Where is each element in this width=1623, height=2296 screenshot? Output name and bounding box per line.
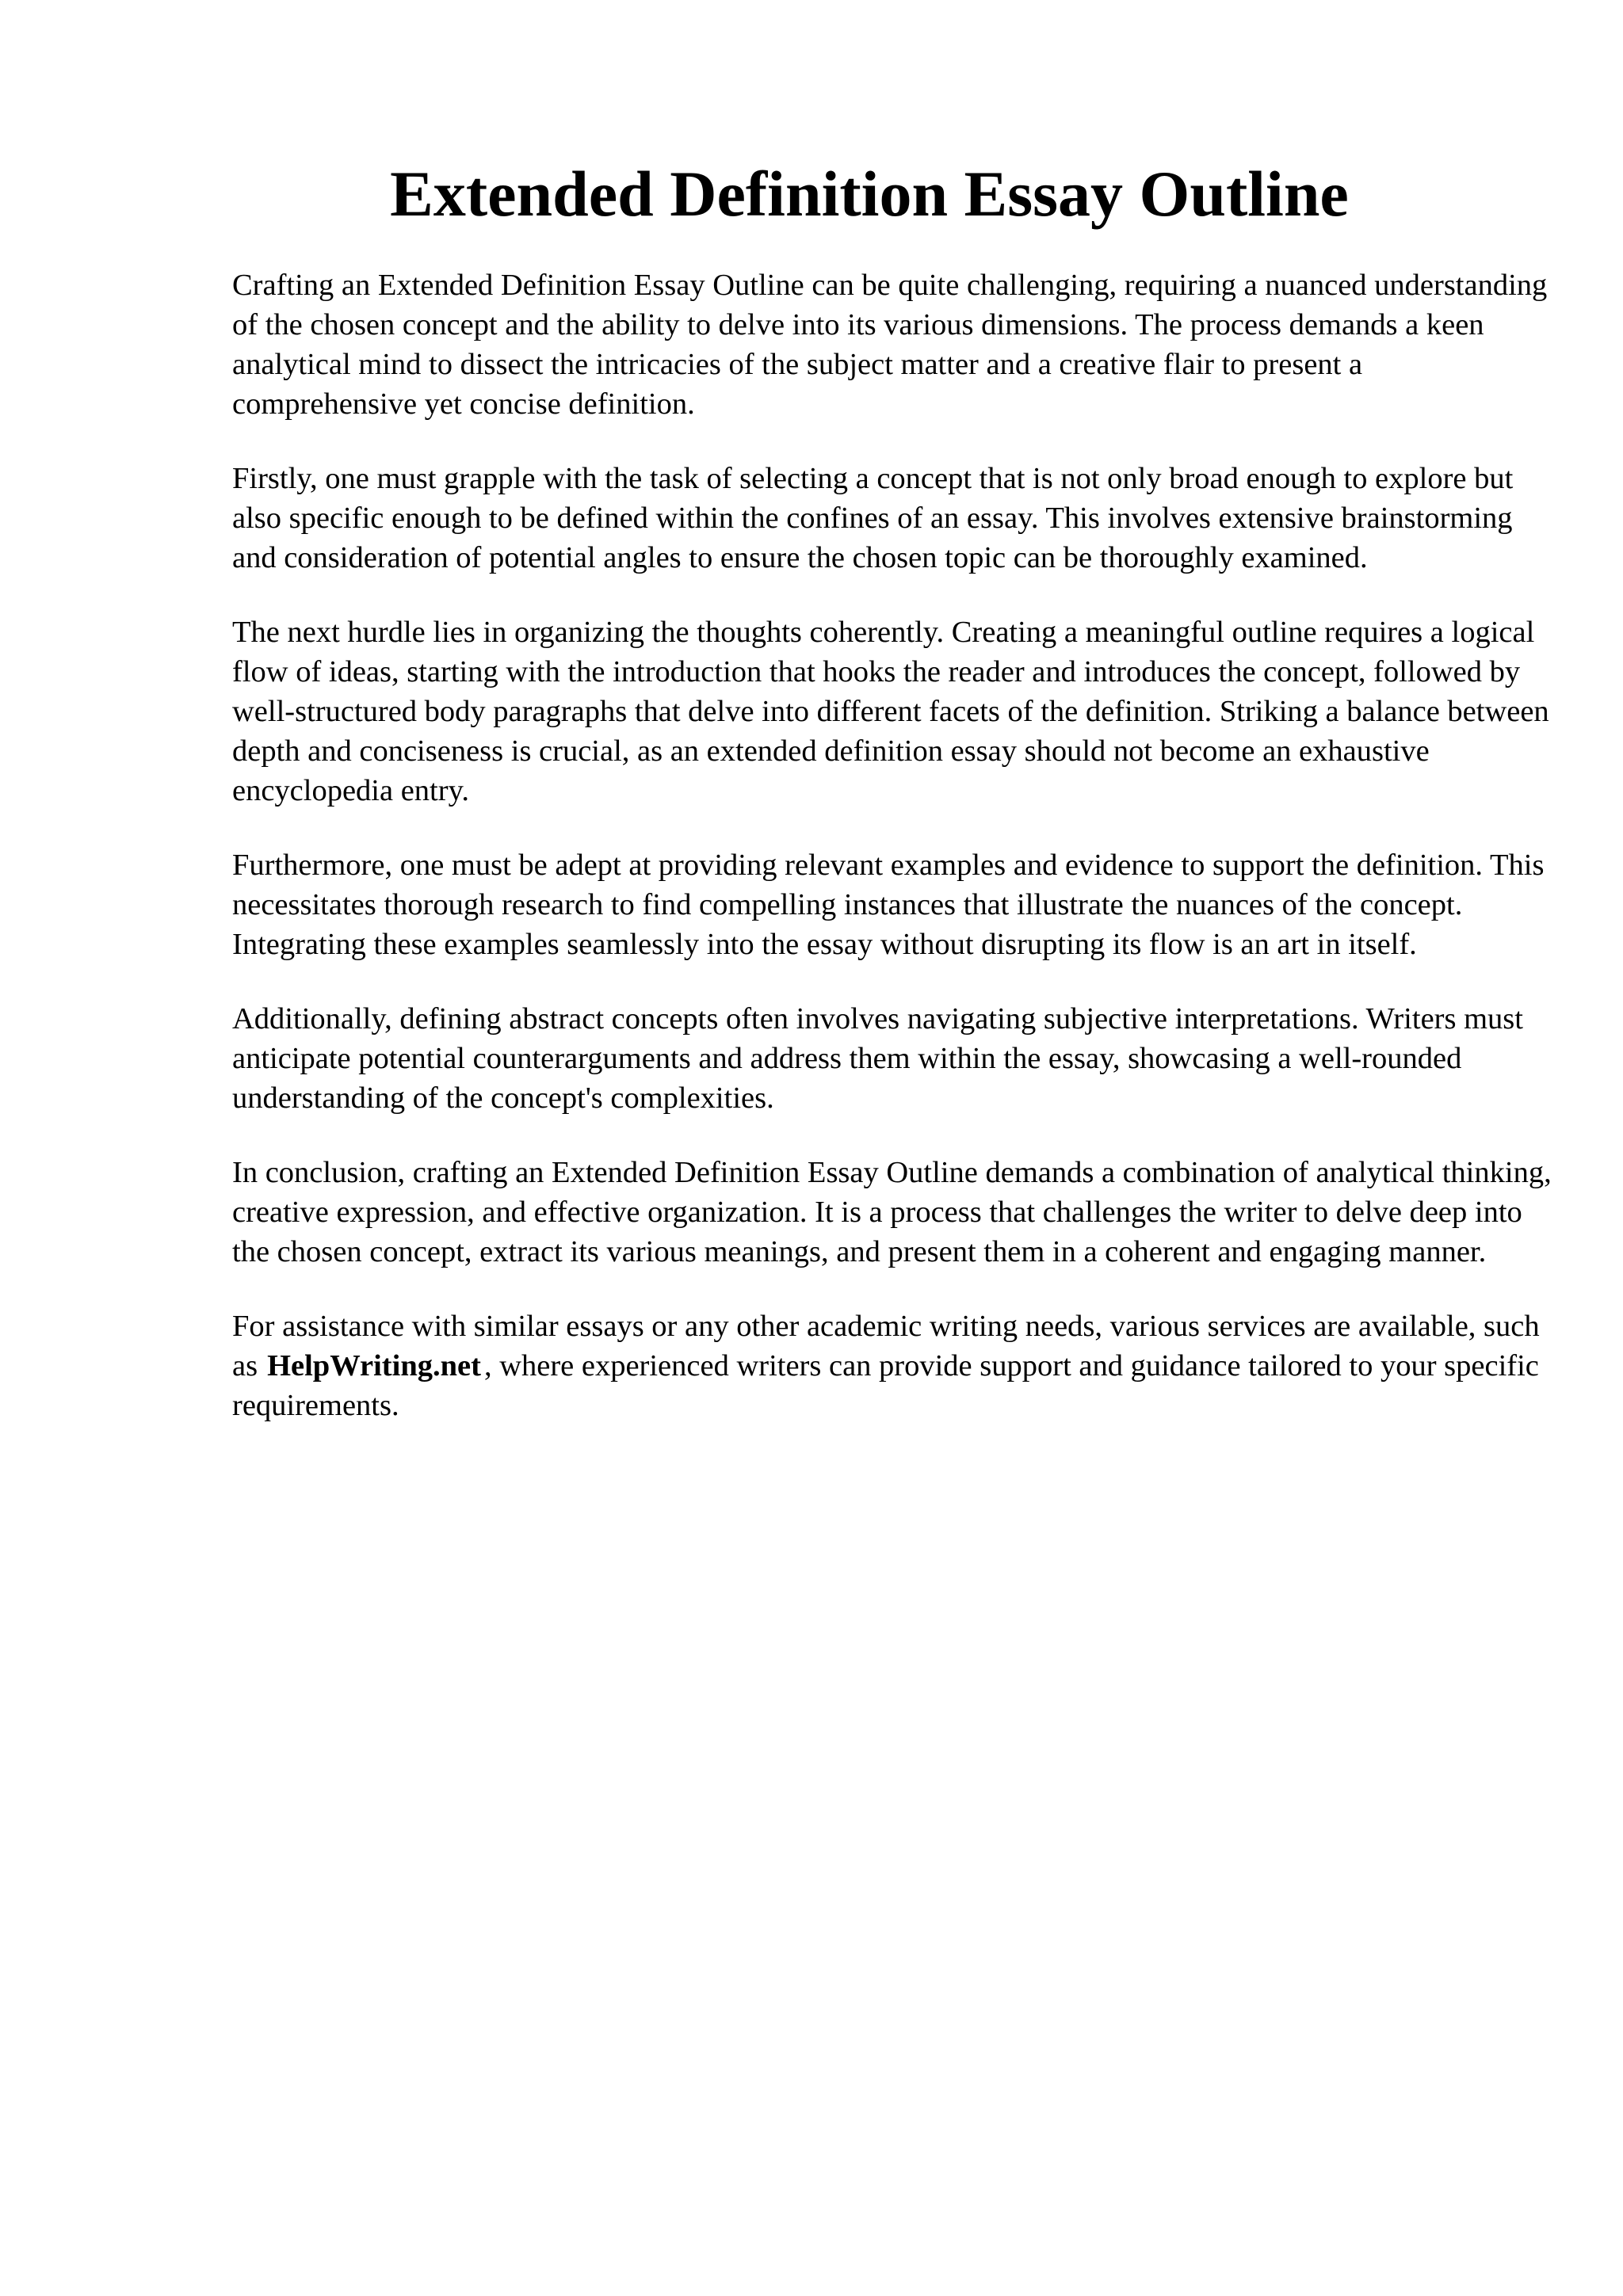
paragraph-selecting-concept: Firstly, one must grapple with the task of selecting a concept that is not only broad enough to explore but also specific enough to be defined within the confines of an essay. This involves extensive brainstorming and consideration of potential angles to ensure the chosen topic can be thoroughly examined. xyxy=(232,462,1514,574)
document-body xyxy=(232,265,1554,1460)
assistance-text-after: , where experienced writers can provide support and guidance tailored to your specific requirements. xyxy=(232,1349,1539,1422)
paragraph-abstract-concepts: Additionally, defining abstract concepts often involves navigating subjective interpretations. Writers must anticipate potential counterarguments and address them within the essay, showcasing a well-rounded understanding of the concept's complexities. xyxy=(232,1002,1523,1115)
paragraph-organizing: The next hurdle lies in organizing the thoughts coherently. Creating a meaningful outline requires a logical flow of ideas, starting with the introduction that hooks the reader and introduces the concept, followed by well-structured body paragraphs that delve into different facets of the definition. Striking a balance between depth and conciseness is crucial, as an extended definition essay should not become an exhaustive encyclopedia entry. xyxy=(232,616,1549,807)
document-title: Extended Definition Essay Outline xyxy=(390,158,1349,230)
paragraph-conclusion: In conclusion, crafting an Extended Definition Essay Outline demands a combination of analytical thinking, creative expression, and effective organization. It is a process that challenges the writer to delve deep into the chosen concept, extract its various meanings, and present them in a coherent and engaging manner. xyxy=(232,1156,1552,1268)
paragraph-intro: Crafting an Extended Definition Essay Outline can be quite challenging, requiring a nuanced understanding of the chosen concept and the ability to delve into its various dimensions. The process demands a keen analytical mind to dissect the intricacies of the subject matter and a creative flair to present a comprehensive yet concise definition. xyxy=(232,269,1548,421)
assistance-text-before: For assistance with similar essays or any other academic writing needs, various services are available, such as xyxy=(232,1310,1540,1383)
helpwriting-link[interactable]: HelpWriting.net xyxy=(267,1349,481,1383)
paragraph-examples: Furthermore, one must be adept at providing relevant examples and evidence to support the definition. This necessitates thorough research to find compelling instances that illustrate the nuances of the concept. Integrating these examples seamlessly into the essay without disrupting its flow is an art in itself. xyxy=(232,849,1545,961)
paragraph-assistance xyxy=(232,1306,1554,1425)
